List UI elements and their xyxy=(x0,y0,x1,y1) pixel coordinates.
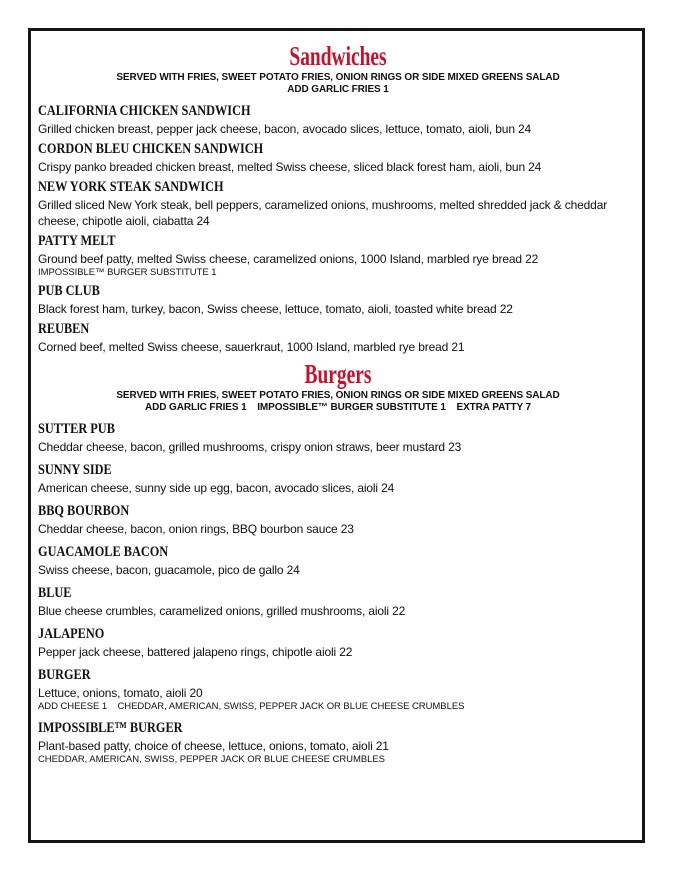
item-note: ADD CHEESE 1 CHEDDAR, AMERICAN, SWISS, PEPPER JACK OR BLUE CHEESE CRUMBLES xyxy=(38,701,465,712)
item-name: PATTY MELT xyxy=(38,233,116,249)
menu-item-bbq-bourbon xyxy=(38,502,638,537)
burgers-subline-1: SERVED WITH FRIES, SWEET POTATO FRIES, ONION RINGS OR SIDE MIXED GREENS SALAD xyxy=(116,390,560,401)
item-description: Cheddar cheese, bacon, grilled mushrooms, crispy onion straws, beer mustard 23 xyxy=(38,440,462,454)
menu-page xyxy=(38,40,638,772)
menu-item-burger xyxy=(38,666,638,713)
item-description: Grilled chicken breast, pepper jack cheese, bacon, avocado slices, lettuce, tomato, aioli, bun 24 xyxy=(38,122,532,136)
item-description: American cheese, sunny side up egg, bacon, avocado slices, aioli 24 xyxy=(38,481,395,495)
menu-item-california-chicken-sandwich xyxy=(38,102,638,137)
item-name: SUTTER PUB xyxy=(38,421,115,437)
sandwiches-title: Sandwiches xyxy=(289,41,387,71)
menu-item-blue xyxy=(38,584,638,619)
menu-item-jalapeno xyxy=(38,625,638,660)
sandwiches-subline-2: ADD GARLIC FRIES 1 xyxy=(287,84,389,95)
item-name: SUNNY SIDE xyxy=(38,462,112,478)
burgers-section xyxy=(38,358,638,766)
item-description: Lettuce, onions, tomato, aioli 20 xyxy=(38,686,203,700)
menu-item-cordon-bleu-chicken-sandwich xyxy=(38,140,638,175)
menu-item-new-york-steak-sandwich xyxy=(38,178,638,229)
item-name: CORDON BLEU CHICKEN SANDWICH xyxy=(38,141,264,157)
item-note: CHEDDAR, AMERICAN, SWISS, PEPPER JACK OR BLUE CHEESE CRUMBLES xyxy=(38,754,385,765)
item-name: REUBEN xyxy=(38,321,90,337)
item-name: BURGER xyxy=(38,667,91,683)
burgers-title: Burgers xyxy=(304,359,372,389)
burgers-subline-2: ADD GARLIC FRIES 1 IMPOSSIBLE™ BURGER SUBSTITUTE 1 EXTRA PATTY 7 xyxy=(144,402,531,413)
item-name: CALIFORNIA CHICKEN SANDWICH xyxy=(38,103,251,119)
item-note: IMPOSSIBLE™ BURGER SUBSTITUTE 1 xyxy=(38,267,217,278)
item-name: BBQ BOURBON xyxy=(38,503,130,519)
item-description: Black forest ham, turkey, bacon, Swiss cheese, lettuce, tomato, aioli, toasted white bread 22 xyxy=(38,302,513,316)
item-name: GUACAMOLE BACON xyxy=(38,544,169,560)
sandwiches-subline-1: SERVED WITH FRIES, SWEET POTATO FRIES, ONION RINGS OR SIDE MIXED GREENS SALAD xyxy=(116,72,560,83)
item-description: Grilled sliced New York steak, bell peppers, caramelized onions, mushrooms, melted shredded jack & cheddar cheese, chipotle aioli, ciabatta 24 xyxy=(38,198,608,228)
menu-item-pub-club xyxy=(38,282,638,317)
menu-item-reuben xyxy=(38,320,638,355)
menu-item-patty-melt xyxy=(38,232,638,279)
item-description: Swiss cheese, bacon, guacamole, pico de gallo 24 xyxy=(38,563,300,577)
item-description: Blue cheese crumbles, caramelized onions, grilled mushrooms, aioli 22 xyxy=(38,604,406,618)
sandwiches-sides-info xyxy=(38,72,638,96)
item-description: Pepper jack cheese, battered jalapeno rings, chipotle aioli 22 xyxy=(38,645,353,659)
item-name: NEW YORK STEAK SANDWICH xyxy=(38,179,224,195)
menu-item-guacamole-bacon xyxy=(38,543,638,578)
menu-item-sunny-side xyxy=(38,461,638,496)
item-description: Plant-based patty, choice of cheese, lettuce, onions, tomato, aioli 21 xyxy=(38,739,389,753)
burgers-sides-info xyxy=(38,390,638,414)
menu-item-impossible-burger xyxy=(38,719,638,766)
sandwiches-section xyxy=(38,40,638,355)
menu-item-sutter-pub xyxy=(38,420,638,455)
item-description: Crispy panko breaded chicken breast, melted Swiss cheese, sliced black forest ham, aioli, bun 24 xyxy=(38,160,542,174)
item-name: IMPOSSIBLE™ BURGER xyxy=(38,720,183,736)
item-name: PUB CLUB xyxy=(38,283,100,299)
item-name: JALAPENO xyxy=(38,626,105,642)
item-name: BLUE xyxy=(38,585,72,601)
item-description: Cheddar cheese, bacon, onion rings, BBQ bourbon sauce 23 xyxy=(38,522,354,536)
item-description: Corned beef, melted Swiss cheese, sauerkraut, 1000 Island, marbled rye bread 21 xyxy=(38,340,465,354)
item-description: Ground beef patty, melted Swiss cheese, caramelized onions, 1000 Island, marbled rye bread 22 xyxy=(38,252,539,266)
